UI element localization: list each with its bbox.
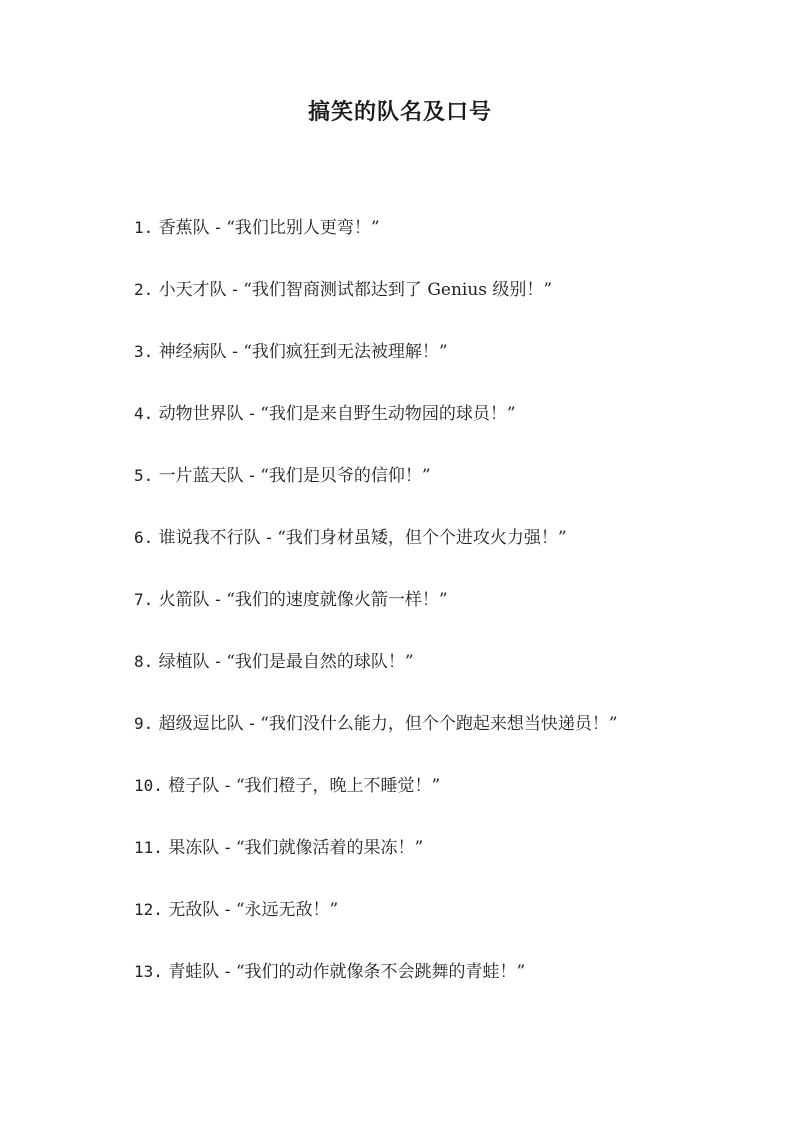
item-text: 神经病队 - “我们疯狂到无法被理解！”: [158, 342, 448, 362]
item-number: 11.: [134, 838, 163, 857]
list-item: [134, 588, 448, 612]
item-text: 一片蓝天队 - “我们是贝爷的信仰！”: [158, 466, 431, 486]
list-item: [134, 278, 552, 302]
item-number: 9.: [134, 714, 154, 733]
item-text: 绿植队 - “我们是最自然的球队！”: [158, 652, 414, 672]
list-item: [134, 464, 431, 488]
list-item: [134, 836, 423, 860]
item-text: 小天才队 - “我们智商测试都达到了 Genius 级别！”: [158, 280, 553, 300]
item-text: 无敌队 - “永远无敌！”: [168, 900, 339, 920]
item-number: 1.: [134, 218, 154, 237]
list-item: [134, 960, 525, 984]
list-item: [134, 340, 448, 364]
list-item: [134, 526, 567, 550]
item-number: 13.: [134, 962, 163, 981]
item-number: 10.: [134, 776, 163, 795]
item-text: 火箭队 - “我们的速度就像火箭一样！”: [158, 590, 448, 610]
item-text: 动物世界队 - “我们是来自野生动物园的球员！”: [158, 404, 516, 424]
item-text: 青蛙队 - “我们的动作就像条不会跳舞的青蛙！”: [168, 962, 526, 982]
item-number: 12.: [134, 900, 163, 919]
item-text: 香蕉队 - “我们比别人更弯！”: [158, 218, 380, 238]
item-number: 2.: [134, 280, 154, 299]
item-number: 3.: [134, 342, 154, 361]
item-number: 4.: [134, 404, 154, 423]
list-item: [134, 774, 440, 798]
item-text: 谁说我不行队 - “我们身材虽矮，但个个进攻火力强！”: [158, 528, 567, 548]
item-text: 橙子队 - “我们橙子，晚上不睡觉！”: [168, 776, 441, 796]
list-item: [134, 712, 618, 736]
item-number: 5.: [134, 466, 154, 485]
list-item: [134, 216, 380, 240]
list-item: [134, 898, 338, 922]
item-number: 7.: [134, 590, 154, 609]
list-item: [134, 402, 516, 426]
item-text: 超级逗比队 - “我们没什么能力，但个个跑起来想当快递员！”: [158, 714, 618, 734]
list-item: [134, 650, 414, 674]
item-number: 8.: [134, 652, 154, 671]
document-title: 搞笑的队名及口号: [307, 99, 492, 125]
item-number: 6.: [134, 528, 154, 547]
item-text: 果冻队 - “我们就像活着的果冻！”: [168, 838, 424, 858]
